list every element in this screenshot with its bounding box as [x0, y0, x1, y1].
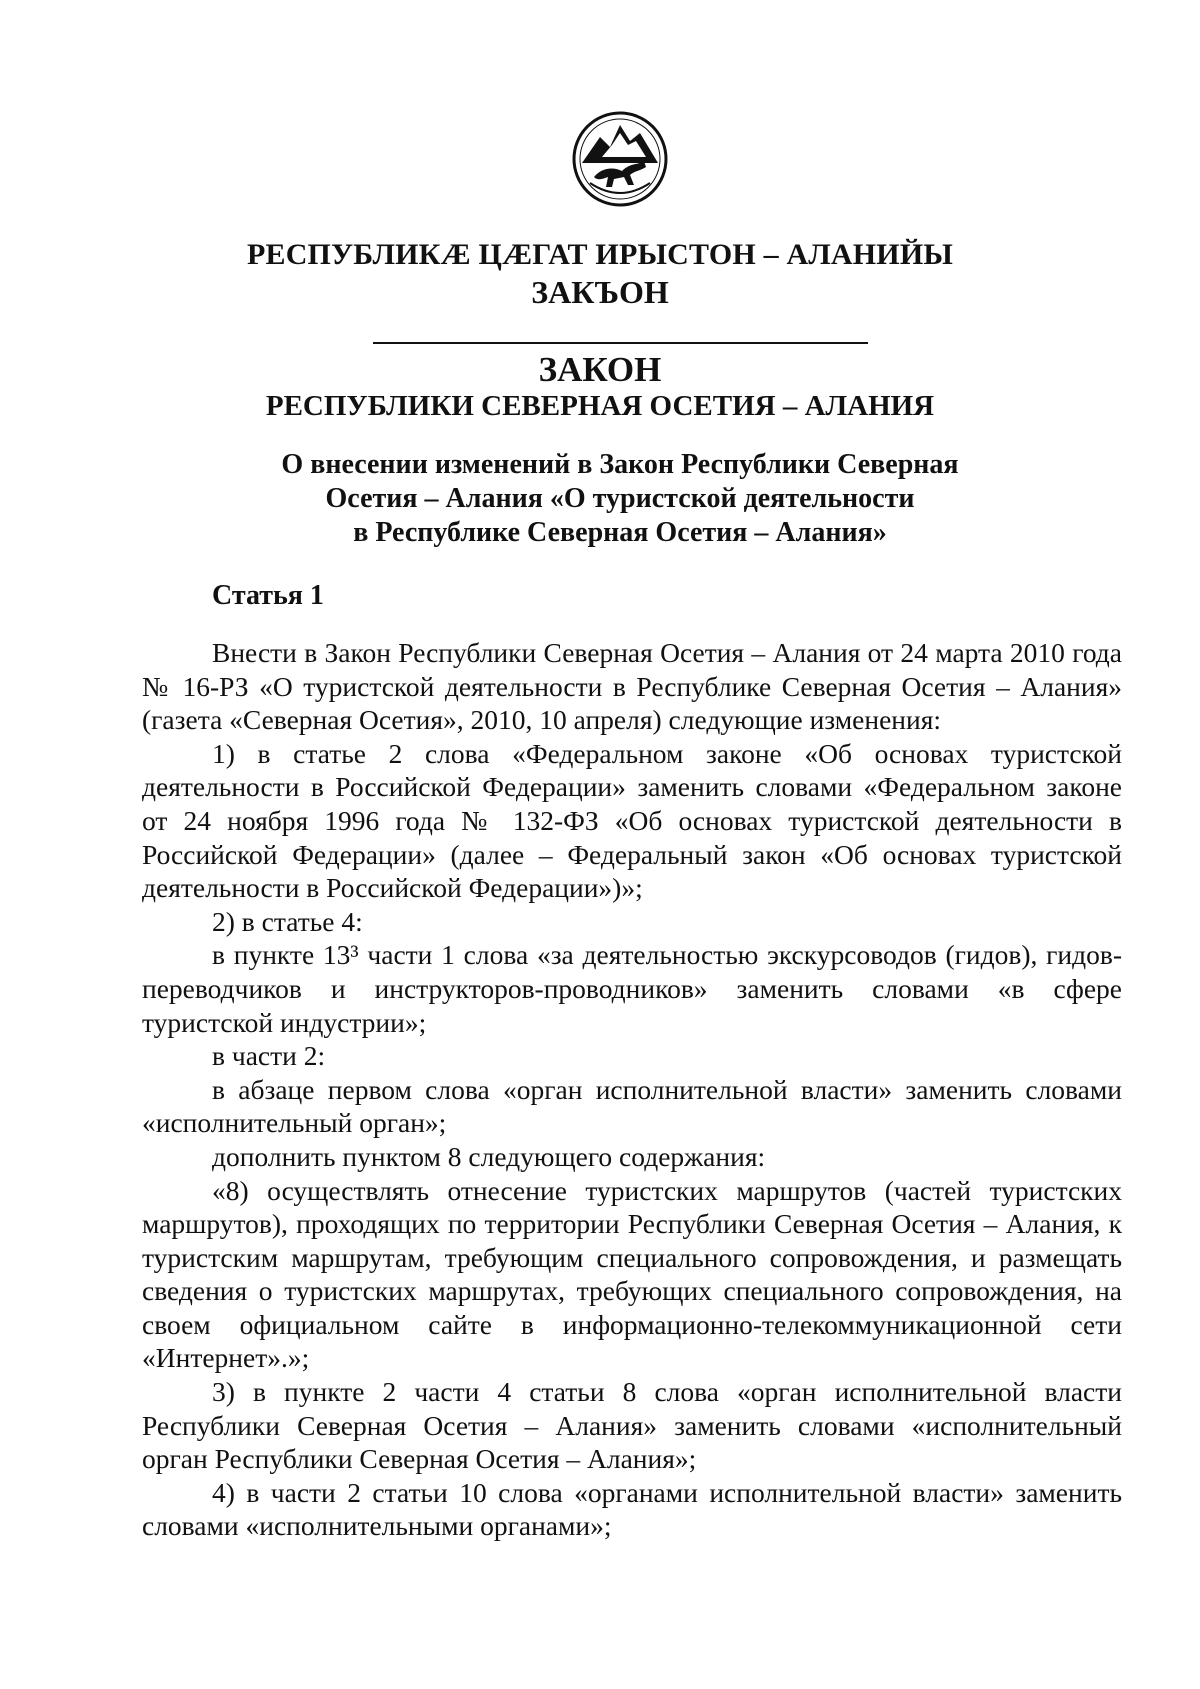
paragraph: в пункте 13³ части 1 слова «за деятельностью экскурсоводов (гидов), гидов-переводчиков и инструкторов-проводников» заменить словами «в сфере туристской индустрии»; — [142, 939, 1122, 1038]
paragraph: «8) осуществлять отнесение туристских маршрутов (частей туристских маршрутов), проходящих по территории Республики Северная Осетия – Алания, к туристским маршрутам, требующим специального сопровождения, и размещать сведения о туристских маршрутах, требующих специального сопровождения, на своем официальном сайте в информационно-телекоммуникационной сети «Интернет».»; — [142, 1174, 1122, 1374]
law-subject — [250, 448, 990, 550]
coat-of-arms-icon — [572, 111, 668, 207]
paragraph: в абзаце первом слова «орган исполнительной власти» заменить словами «исполнительный орган»; — [142, 1073, 1122, 1139]
russian-republic-title: РЕСПУБЛИКИ СЕВЕРНАЯ ОСЕТИЯ – АЛАНИЯ — [265, 390, 935, 422]
law-subject-line: Осетия – Алания «О туристской деятельности — [325, 483, 915, 514]
paragraph: дополнить пунктом 8 следующего содержания: — [212, 1140, 766, 1172]
law-subject-line: в Республике Северная Осетия – Алания» — [353, 517, 887, 548]
paragraph: 4) в части 2 статьи 10 слова «органами исполнительной власти» заменить словами «исполнительными органами»; — [142, 1476, 1122, 1542]
paragraph: 1) в статье 2 слова «Федеральном законе «Об основах туристской деятельности в Российской Федерации» заменить словами «Федеральном законе от 24 ноября 1996 года № 132-ФЗ «Об основах туристской деятельности в Российской Федерации» (далее – Федеральный закон «Об основах туристской деятельности в Российской Федерации»)»; — [142, 737, 1122, 904]
paragraph: 2) в статье 4: — [212, 905, 363, 937]
ossetian-law-title: ЗАКЪОН — [531, 274, 669, 310]
header-divider — [373, 342, 868, 344]
article-body — [142, 636, 1122, 1543]
article-heading: Статья 1 — [212, 580, 324, 611]
russian-law-title: ЗАКОН — [538, 350, 662, 389]
paragraph: в части 2: — [212, 1040, 326, 1072]
law-subject-line: О внесении изменений в Закон Республики Северная — [281, 449, 959, 480]
paragraph: 3) в пункте 2 части 4 статьи 8 слова «орган исполнительной власти Республики Северная Осетия – Алания» заменить словами «исполнительный орган Республики Северная Осетия – Алания»; — [142, 1376, 1122, 1475]
ossetian-republic-title: РЕСПУБЛИКÆ ЦÆГАТ ИРЫСТОН – АЛАНИЙЫ — [246, 238, 954, 271]
paragraph: Внести в Закон Республики Северная Осетия – Алания от 24 марта 2010 года № 16-РЗ «О туристской деятельности в Республике Северная Осетия – Алания» (газета «Северная Осетия», 2010, 10 апреля) следующие изменения: — [142, 637, 1122, 736]
